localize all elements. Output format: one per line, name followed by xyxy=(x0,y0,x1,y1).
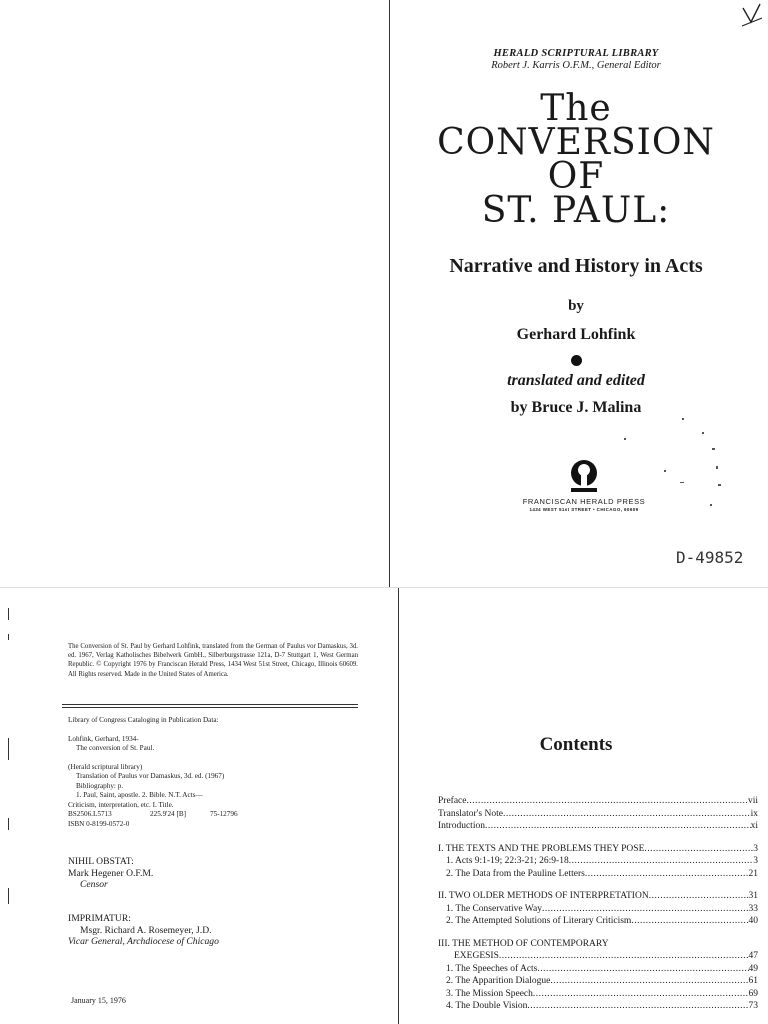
toc-label: 2. The Data from the Pauline Letters xyxy=(446,868,585,879)
imprimatur-name: Msgr. Richard A. Rosemeyer, J.D. xyxy=(80,924,212,936)
margin-mark xyxy=(8,634,9,640)
contents-heading: Contents xyxy=(539,734,613,755)
cip-subjects-cont: Criticism, interpretation, etc. I. Title. xyxy=(68,800,174,809)
general-editor: Robert J. Karris O.F.M., General Editor xyxy=(491,60,661,71)
rule-line xyxy=(62,707,358,708)
toc-page: vii xyxy=(747,796,758,806)
title-line-4: ST. PAUL: xyxy=(481,190,671,231)
page-edge-line xyxy=(389,0,390,588)
stamp-speck xyxy=(664,470,666,472)
toc-label: I. THE TEXTS AND THE PROBLEMS THEY POSE xyxy=(438,843,645,854)
stamp-speck xyxy=(624,438,626,440)
toc-page: 3 xyxy=(753,843,758,854)
title-line-3: OF xyxy=(547,156,605,197)
toc-entry[interactable] xyxy=(438,1000,758,1013)
toc-chapter[interactable] xyxy=(438,843,758,856)
title-page xyxy=(384,0,768,588)
cip-subjects: 1. Paul, Saint, apostle. 2. Bible. N.T. Acts— xyxy=(76,791,203,799)
toc-entry[interactable] xyxy=(438,868,758,881)
nihil-name: Mark Hegener O.F.M. xyxy=(68,867,154,879)
page-edge-line xyxy=(398,588,399,1024)
by-label: by xyxy=(568,298,584,314)
cip-lccn: 75-12796 xyxy=(210,810,238,818)
toc-label: 2. The Apparition Dialogue xyxy=(446,976,551,986)
toc-label: Preface xyxy=(438,796,467,806)
library-stamp: D-49852 xyxy=(676,548,744,567)
cip-series: (Herald scriptural library) xyxy=(68,762,143,771)
imprimatur xyxy=(68,913,358,948)
margin-mark xyxy=(8,818,9,830)
toc-chapter-title[interactable]: III. THE METHOD OF CONTEMPORARY xyxy=(438,938,609,949)
toc-chapter[interactable] xyxy=(438,890,758,903)
margin-mark xyxy=(8,738,9,760)
cip-isbn: ISBN 0-8199-0572-0 xyxy=(68,819,130,828)
toc-page: 49 xyxy=(748,963,758,974)
toc-entry[interactable] xyxy=(438,795,758,808)
book-title xyxy=(384,88,768,231)
toc-entry[interactable] xyxy=(438,903,758,916)
publisher-name: FRANCISCAN HERALD PRESS xyxy=(522,497,646,506)
toc-label: 1. Acts 9:1-19; 22:3-21; 26:9-18 xyxy=(446,856,569,866)
copyright-page xyxy=(0,588,384,1024)
title-line-1: The xyxy=(540,88,612,129)
cip-heading: Library of Congress Cataloging in Publication Data: xyxy=(68,716,219,724)
toc-entry[interactable] xyxy=(438,855,758,868)
toc-page: 21 xyxy=(748,868,758,879)
toc-label: Introduction xyxy=(438,821,485,831)
toc-page: 69 xyxy=(748,988,758,999)
approval-date: January 15, 1976 xyxy=(71,996,126,1005)
copyright-notice: The Conversion of St. Paul by Gerhard Lohfink, translated from the German of Paulus vor Damaskus, 3d. ed. 1967, Verlag Katholisches Bibelwerk GmbH., Silberburgstrasse 121a, D-7 Stuttgart 1, West German Republic. © Copyright 1976 by Franciscan Herald Press, 1434 West 51st Street, Chicago, Illinois 60609. All Rights reserved. Made in the United States of America. xyxy=(68,643,358,678)
stamp-speck xyxy=(710,504,712,506)
series-name: HERALD SCRIPTURAL LIBRARY xyxy=(493,48,659,59)
series-header xyxy=(384,48,768,72)
bullet-ornament xyxy=(571,355,582,366)
publisher-logo-icon xyxy=(563,456,605,496)
translated-label: translated and edited xyxy=(507,372,645,389)
toc-label: 2. The Attempted Solutions of Literary Criticism xyxy=(446,916,632,926)
cip-dewey: 225.9'24 [B] xyxy=(150,810,187,818)
stamp-speck xyxy=(682,418,684,420)
toc-chapter[interactable] xyxy=(438,950,758,963)
checkmark-icon xyxy=(740,2,764,28)
translator-name: by Bruce J. Malina xyxy=(510,399,642,416)
toc-entry[interactable] xyxy=(438,915,758,928)
cip-author: Lohfink, Gerhard, 1934- xyxy=(68,734,139,743)
toc-entry[interactable] xyxy=(438,975,758,988)
margin-mark xyxy=(8,888,9,904)
toc-page: 73 xyxy=(748,1001,758,1011)
contents-page xyxy=(384,588,768,1024)
cip-call-number: BS2506.L5713 xyxy=(68,810,112,818)
toc-label: 4. The Double Vision xyxy=(446,1001,528,1011)
toc-entry[interactable] xyxy=(438,988,758,1001)
toc-label: Translator's Note xyxy=(438,808,503,819)
toc-page: xi xyxy=(750,821,758,831)
imprimatur-role: Vicar General, Archdiocese of Chicago xyxy=(68,936,219,947)
toc-page: ix xyxy=(750,808,758,819)
toc-page: 31 xyxy=(748,891,758,901)
margin-mark xyxy=(8,608,9,620)
toc-label: 1. The Speeches of Acts xyxy=(446,963,538,974)
nihil-role: Censor xyxy=(80,879,108,890)
stamp-speck xyxy=(712,448,715,450)
toc-label: II. TWO OLDER METHODS OF INTERPRETATION xyxy=(438,891,649,901)
stamp-speck xyxy=(716,466,718,469)
toc-page: 40 xyxy=(748,916,758,926)
toc-label: EXEGESIS xyxy=(454,951,499,961)
cip-translation: Translation of Paulus vor Damaskus, 3d. ed. (1967) xyxy=(76,772,225,780)
toc-page: 3 xyxy=(753,856,758,866)
cip-data xyxy=(68,716,358,829)
stamp-speck xyxy=(680,482,684,483)
nihil-obstat xyxy=(68,856,348,891)
toc-label: 1. The Conservative Way xyxy=(446,903,542,914)
title-line-2: CONVERSION xyxy=(437,122,715,163)
toc-label: 3. The Mission Speech xyxy=(446,988,533,999)
nihil-label: NIHIL OBSTAT: xyxy=(68,856,134,867)
cip-bibliography: Bibliography: p. xyxy=(76,781,124,790)
table-of-contents xyxy=(438,795,758,1013)
imprimatur-label: IMPRIMATUR: xyxy=(68,913,131,924)
toc-entry[interactable] xyxy=(438,963,758,976)
stamp-speck xyxy=(718,484,721,486)
toc-entry[interactable] xyxy=(438,808,758,821)
cip-classification xyxy=(68,810,358,820)
toc-page: 61 xyxy=(748,976,758,986)
stamp-speck xyxy=(702,432,704,434)
toc-entry[interactable] xyxy=(438,820,758,833)
publisher-address: 1434 WEST 51st STREET • CHICAGO, 60609 xyxy=(529,507,639,512)
toc-page: 47 xyxy=(748,951,758,961)
toc-page: 33 xyxy=(748,903,758,914)
rule-line xyxy=(62,704,358,705)
blank-left-page xyxy=(0,0,384,588)
book-subtitle: Narrative and History in Acts xyxy=(449,255,703,277)
cip-title: The conversion of St. Paul. xyxy=(76,744,155,752)
author-name: Gerhard Lohfink xyxy=(516,326,636,343)
